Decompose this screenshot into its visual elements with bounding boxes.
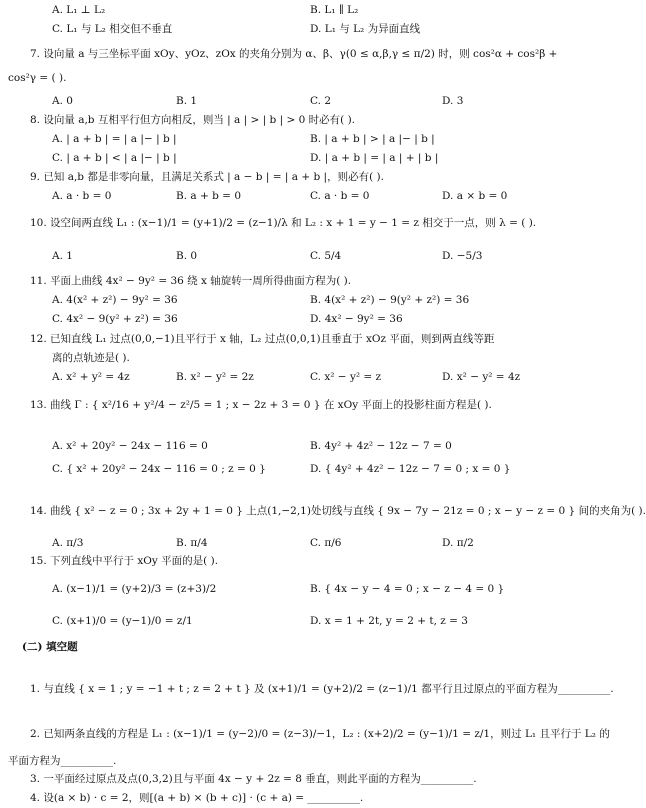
text-line: C. π/6 bbox=[310, 537, 342, 549]
text-line: A. 4(x² + z²) − 9y² = 36 bbox=[52, 294, 178, 306]
text-line: D. a × b = 0 bbox=[442, 190, 508, 202]
text-line: B. L₁ ∥ L₂ bbox=[310, 4, 359, 16]
text-line: B. a + b = 0 bbox=[176, 190, 241, 202]
text-line: 13. 曲线 Γ : { x²/16 + y²/4 − z²/5 = 1 ; x − 2z + 3 = 0 } 在 xOy 平面上的投影柱面方程是( ). bbox=[30, 399, 492, 411]
text-line: A. 1 bbox=[52, 250, 73, 262]
text-line: C. { x² + 20y² − 24x − 116 = 0 ; z = 0 } bbox=[52, 463, 266, 475]
text-line: C. a · b = 0 bbox=[310, 190, 370, 202]
text-line: C. 5/4 bbox=[310, 250, 342, 262]
text-line: D. { 4y² + 4z² − 12z − 7 = 0 ; x = 0 } bbox=[310, 463, 511, 475]
text-line: A. 0 bbox=[52, 95, 73, 107]
text-line: 7. 设向量 a 与三坐标平面 xOy、yOz、zOx 的夹角分别为 α、β、γ(0 ≤ α,β,γ ≤ π/2) 时，则 cos²α + cos²β + bbox=[30, 48, 558, 60]
text-line: 14. 曲线 { x² − z = 0 ; 3x + 2y + 1 = 0 } 上点(1,−2,1)处切线与直线 { 9x − 7y − 21z = 0 ; x − y − z = 0 } 间的夹角为( ). bbox=[30, 505, 646, 517]
text-line: C. | a + b | < | a |− | b | bbox=[52, 152, 177, 164]
text-line: C. (x+1)/0 = (y−1)/0 = z/1 bbox=[52, 615, 193, 627]
text-line: B. 4(x² + z²) − 9(y² + z²) = 36 bbox=[310, 294, 470, 306]
text-line: A. x² + y² = 4z bbox=[52, 371, 130, 383]
text-line: D. L₁ 与 L₂ 为异面直线 bbox=[310, 23, 421, 35]
text-line: D. | a + b | = | a | + | b | bbox=[310, 152, 439, 164]
text-line: A. a · b = 0 bbox=[52, 190, 112, 202]
text-line: D. x = 1 + 2t, y = 2 + t, z = 3 bbox=[310, 615, 468, 627]
text-line: C. 4x² − 9(y² + z²) = 36 bbox=[52, 313, 178, 325]
text-line: D. 3 bbox=[442, 95, 464, 107]
text-line: B. { 4x − y − 4 = 0 ; x − z − 4 = 0 } bbox=[310, 583, 505, 595]
text-line: A. π/3 bbox=[52, 537, 84, 549]
text-line: (二) 填空题 bbox=[22, 641, 78, 653]
text-line: A. (x−1)/1 = (y+2)/3 = (z+3)/2 bbox=[52, 583, 217, 595]
text-line: 8. 设向量 a,b 互相平行但方向相反，则当 | a | > | b | > 0 时必有( ). bbox=[30, 114, 356, 126]
text-line: B. 0 bbox=[176, 250, 198, 262]
text-line: cos²γ = ( ). bbox=[8, 72, 67, 84]
text-line: C. L₁ 与 L₂ 相交但不垂直 bbox=[52, 23, 173, 35]
text-line: 2. 已知两条直线的方程是 L₁ : (x−1)/1 = (y−2)/0 = (z−3)/−1，L₂ : (x+2)/2 = (y−1)/1 = z/1，则过 L₁ 且平行于 L₂ 的 bbox=[30, 728, 610, 740]
text-line: B. | a + b | > | a |− | b | bbox=[310, 133, 435, 145]
text-line: 9. 已知 a,b 都是非零向量，且满足关系式 | a − b | = | a + b |，则必有( ). bbox=[30, 171, 384, 183]
text-line: A. L₁ ⊥ L₂ bbox=[52, 4, 106, 16]
text-line: 离的点轨迹是( ). bbox=[52, 352, 130, 364]
text-line: A. | a + b | = | a |− | b | bbox=[52, 133, 177, 145]
text-line: D. x² − y² = 4z bbox=[442, 371, 521, 383]
text-line: D. π/2 bbox=[442, 537, 474, 549]
text-line: B. 4y² + 4z² − 12z − 7 = 0 bbox=[310, 440, 452, 452]
text-line: 12. 已知直线 L₁ 过点(0,0,−1)且平行于 x 轴，L₂ 过点(0,0,1)且垂直于 xOz 平面，则到两直线等距 bbox=[30, 333, 495, 345]
text-line: C. 2 bbox=[310, 95, 332, 107]
text-line: D. −5/3 bbox=[442, 250, 483, 262]
text-line: 3. 一平面经过原点及点(0,3,2)且与平面 4x − y + 2z = 8 垂直，则此平面的方程为__________. bbox=[30, 773, 477, 785]
text-line: B. x² − y² = 2z bbox=[176, 371, 254, 383]
text-line: C. x² − y² = z bbox=[310, 371, 382, 383]
text-line: 1. 与直线 { x = 1 ; y = −1 + t ; z = 2 + t } 及 (x+1)/1 = (y+2)/2 = (z−1)/1 都平行且过原点的平面方程为__________. bbox=[30, 683, 614, 695]
text-line: 10. 设空间两直线 L₁ : (x−1)/1 = (y+1)/2 = (z−1)/λ 和 L₂ : x + 1 = y − 1 = z 相交于一点，则 λ = ( ). bbox=[30, 217, 537, 229]
text-line: 11. 平面上曲线 4x² − 9y² = 36 绕 x 轴旋转一周所得曲面方程为( ). bbox=[30, 275, 352, 287]
text-line: A. x² + 20y² − 24x − 116 = 0 bbox=[52, 440, 208, 452]
text-line: 平面方程为__________. bbox=[8, 755, 117, 767]
text-line: 15. 下列直线中平行于 xOy 平面的是( ). bbox=[30, 555, 219, 567]
text-line: B. π/4 bbox=[176, 537, 208, 549]
text-line: 4. 设(a × b) · c = 2，则[(a + b) × (b + c)] · (c + a) = __________. bbox=[30, 792, 364, 804]
text-line: D. 4x² − 9y² = 36 bbox=[310, 313, 403, 325]
text-line: B. 1 bbox=[176, 95, 198, 107]
